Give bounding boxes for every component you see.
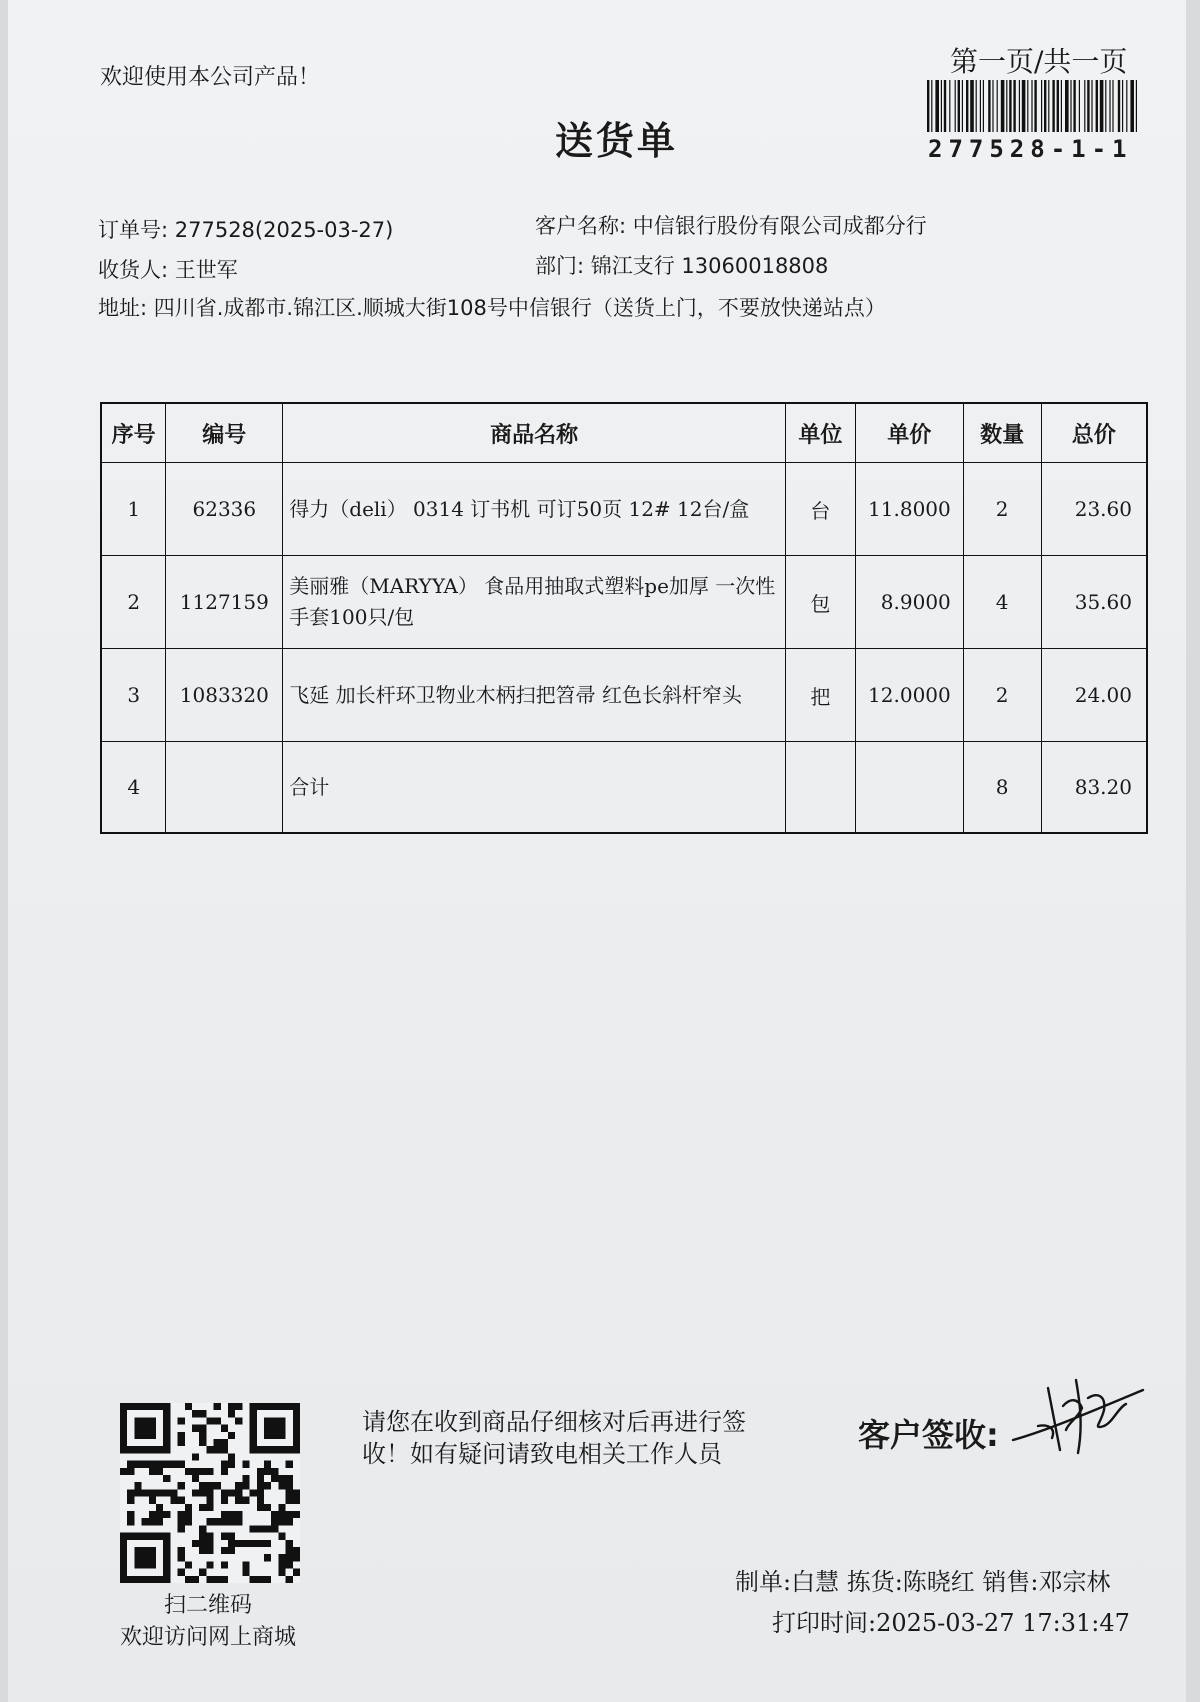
barcode-number: 277528-1-1: [928, 135, 1133, 163]
header-code: 编号: [166, 403, 283, 463]
cell-code: [166, 742, 283, 834]
qr-caption: [108, 1590, 308, 1654]
cell-unit-price: 8.9000: [855, 556, 963, 649]
header-total: 总价: [1041, 403, 1147, 463]
cell-product-name: 得力（deli） 0314 订书机 可订50页 12# 12台/盒: [283, 463, 786, 556]
cell-product-name: 飞延 加长杆环卫物业木柄扫把笤帚 红色长斜杆窄头: [283, 649, 786, 742]
page-indicator: 第一页/共一页: [950, 45, 1128, 78]
header-unit: 单位: [785, 403, 855, 463]
cell-unit: [785, 742, 855, 834]
cell-quantity: 2: [963, 463, 1041, 556]
customer-sign-label: 客户签收:: [858, 1416, 999, 1454]
document-title: 送货单: [555, 119, 679, 163]
items-table: [100, 402, 1148, 834]
cell-code: 1127159: [166, 556, 283, 649]
welcome-text: 欢迎使用本公司产品！: [100, 65, 321, 90]
cell-unit-price: 12.0000: [855, 649, 963, 742]
cell-total: 83.20: [1041, 742, 1147, 834]
qr-caption-line1: 扫二维码: [163, 1593, 252, 1618]
cell-seq: 2: [101, 556, 166, 649]
cell-quantity: 4: [963, 556, 1041, 649]
customer-name: 客户名称: 中信银行股份有限公司成都分行: [535, 214, 927, 238]
cell-unit: 把: [785, 649, 855, 742]
cell-product-name: 美丽雅（MARYYA） 食品用抽取式塑料pe加厚 一次性手套100只/包: [283, 556, 786, 649]
department: 部门: 锦江支行 13060018808: [535, 254, 829, 278]
cell-product-name: 合计: [283, 742, 786, 834]
header-unit-price: 单价: [855, 403, 963, 463]
table-header-row: [101, 403, 1147, 463]
header-product-name: 商品名称: [283, 403, 786, 463]
cell-unit: 台: [785, 463, 855, 556]
cell-quantity: 8: [963, 742, 1041, 834]
cell-unit-price: 11.8000: [855, 463, 963, 556]
sign-notice: 请您在收到商品仔细核对后再进行签收！如有疑问请致电相关工作人员: [362, 1408, 746, 1468]
cell-total: 24.00: [1041, 649, 1147, 742]
qr-caption-line2: 欢迎访问网上商城: [119, 1625, 296, 1650]
qr-code: [120, 1403, 300, 1583]
receiver-name: 收货人: 王世军: [98, 258, 238, 282]
cell-unit: 包: [785, 556, 855, 649]
cell-code: 62336: [166, 463, 283, 556]
handwritten-signature: [1008, 1368, 1148, 1458]
cell-unit-price: [855, 742, 963, 834]
table-row-total: [101, 742, 1147, 834]
cell-total: 23.60: [1041, 463, 1147, 556]
cell-seq: 3: [101, 649, 166, 742]
table-row: [101, 556, 1147, 649]
order-number: 订单号: 277528(2025-03-27): [98, 218, 394, 242]
print-time: 打印时间:2025-03-27 17:31:47: [772, 1609, 1130, 1637]
cell-total: 35.60: [1041, 556, 1147, 649]
barcode: [925, 80, 1140, 132]
table-row: [101, 649, 1147, 742]
header-quantity: 数量: [963, 403, 1041, 463]
header-seq: 序号: [101, 403, 166, 463]
cell-code: 1083320: [166, 649, 283, 742]
table-row: [101, 463, 1147, 556]
cell-seq: 1: [101, 463, 166, 556]
delivery-address: 地址: 四川省.成都市.锦江区.顺城大街108号中信银行（送货上门，不要放快递站点）: [98, 296, 886, 320]
staff-info: 制单:白慧 拣货:陈晓红 销售:邓宗林: [735, 1568, 1111, 1596]
cell-quantity: 2: [963, 649, 1041, 742]
cell-seq: 4: [101, 742, 166, 834]
